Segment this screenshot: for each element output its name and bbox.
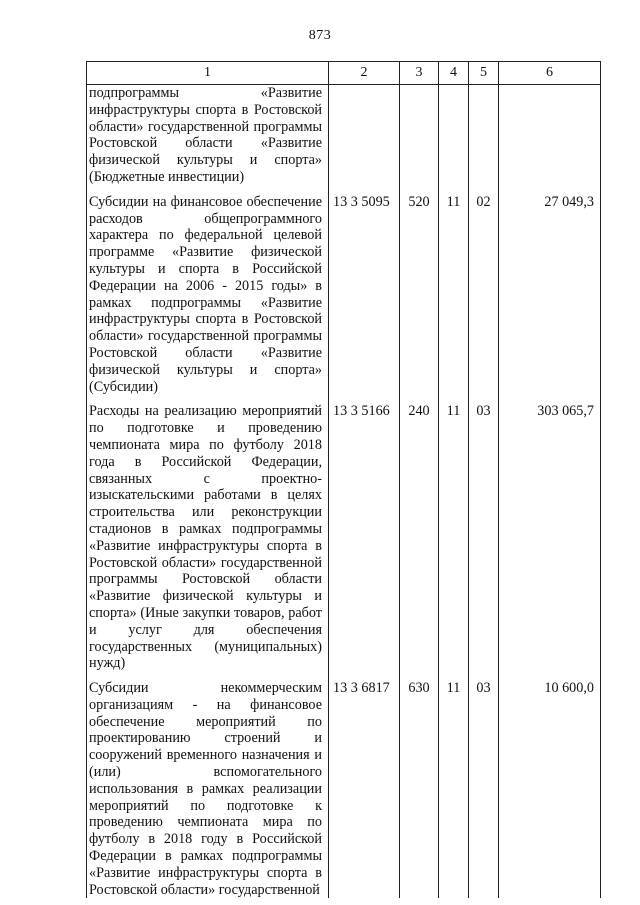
column-header-1: 1 xyxy=(87,62,329,85)
budget-table xyxy=(86,61,601,898)
row-expense-type: 630 xyxy=(400,680,439,898)
row-target-article: 13 3 5166 xyxy=(329,403,400,672)
table-row xyxy=(87,403,601,672)
table-row xyxy=(87,680,601,898)
row-target-article: 13 3 5095 xyxy=(329,194,400,396)
column-header-6: 6 xyxy=(499,62,601,85)
row-amount: 303 065,7 xyxy=(499,403,601,672)
row-subsection: 03 xyxy=(469,403,499,672)
row-amount xyxy=(499,85,601,186)
column-header-4: 4 xyxy=(439,62,469,85)
row-section xyxy=(439,85,469,186)
row-expense-type xyxy=(400,85,439,186)
row-subsection xyxy=(469,85,499,186)
row-target-article: 13 3 6817 xyxy=(329,680,400,898)
row-amount: 27 049,3 xyxy=(499,194,601,396)
row-subsection: 02 xyxy=(469,194,499,396)
column-header-5: 5 xyxy=(469,62,499,85)
row-expense-type: 240 xyxy=(400,403,439,672)
row-target-article xyxy=(329,85,400,186)
column-header-3: 3 xyxy=(400,62,439,85)
row-subsection: 03 xyxy=(469,680,499,898)
row-section: 11 xyxy=(439,680,469,898)
row-description: подпрограммы «Развитие инфраструктуры спорта в Ростовской области» государственной программы Ростовской области «Развитие физической культуры и спорта» (Бюджетные инвестиции) xyxy=(87,85,329,186)
row-description: Субсидии некоммерческим организациям - на финансовое обеспечение мероприятий по проектированию строений и сооружений временного назначения и (или) вспомогательного использования в рамках реализации мероприятий по подготовке к проведению чемпионата мира по футболу в 2018 году в Российской Федерации в рамках подпрограммы «Развитие инфраструктуры спорта в Ростовской области» государственной xyxy=(87,680,329,898)
row-section: 11 xyxy=(439,194,469,396)
row-description: Расходы на реализацию мероприятий по подготовке и проведению чемпионата мира по футболу 2018 года в Российской Федерации, связанных с проектно-изыскательскими работами в целях строительства или реконструкции стадионов в рамках подпрограммы «Развитие инфраструктуры спорта в Ростовской области» государственной программы Ростовской области «Развитие физической культуры и спорта» (Иные закупки товаров, работ и услуг для обеспечения государственных (муниципальных) нужд) xyxy=(87,403,329,672)
row-description: Субсидии на финансовое обеспечение расходов общепрограммного характера по федеральной целевой программе «Развитие физической культуры и спорта в Российской Федерации на 2006 - 2015 годы» в рамках подпрограммы «Развитие инфраструктуры спорта в Ростовской области» государственной программы Ростовской области «Развитие физической культуры и спорта» (Субсидии) xyxy=(87,194,329,396)
row-amount: 10 600,0 xyxy=(499,680,601,898)
table-header-row xyxy=(87,62,601,85)
row-section: 11 xyxy=(439,403,469,672)
table-row xyxy=(87,194,601,396)
page-number: 873 xyxy=(308,28,332,43)
column-header-2: 2 xyxy=(329,62,400,85)
table-row xyxy=(87,85,601,186)
row-expense-type: 520 xyxy=(400,194,439,396)
